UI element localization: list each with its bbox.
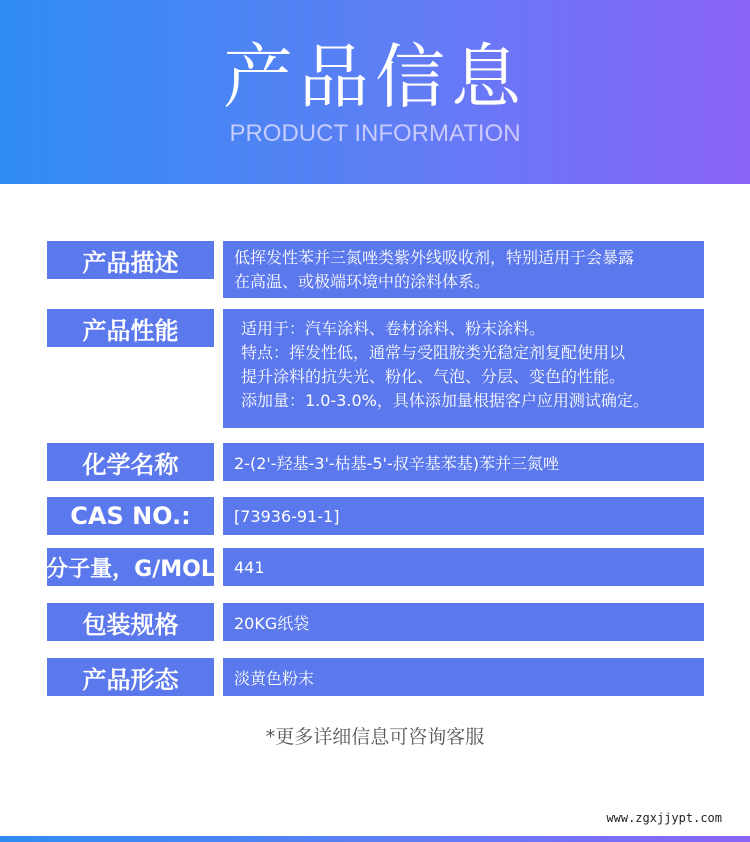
row-value: 20KG纸袋 (223, 603, 704, 641)
row-value (223, 241, 704, 298)
info-row-packaging (47, 603, 704, 641)
info-row-appearance (47, 658, 704, 696)
row-label: 产品描述 (47, 241, 214, 279)
page-title: 产品信息 (223, 36, 527, 118)
bottom-divider (0, 836, 750, 842)
info-row-chemical-name (47, 443, 704, 481)
page-subtitle: PRODUCT INFORMATION (229, 120, 521, 147)
info-row-molecular-weight (47, 548, 704, 586)
row-value: 441 (223, 548, 704, 586)
value-line: 特点：挥发性低，通常与受阻胺类光稳定剂复配使用以 (241, 343, 626, 362)
site-watermark: www.zgxjjypt.com (606, 811, 722, 825)
info-row-cas (47, 497, 704, 535)
row-value: 淡黄色粉末 (223, 658, 704, 696)
row-label: 包装规格 (47, 603, 214, 641)
value-line: 在高温、或极端环境中的涂料体系。 (234, 272, 491, 291)
row-label: 产品性能 (47, 309, 214, 347)
contact-note: *更多详细信息可咨询客服 (265, 726, 485, 748)
row-value (223, 309, 704, 428)
header-banner (0, 0, 750, 184)
row-label: 产品形态 (47, 658, 214, 696)
info-row-description (47, 241, 704, 298)
value-line: 低挥发性苯并三氮唑类紫外线吸收剂，特别适用于会暴露 (234, 248, 635, 267)
value-line: 添加量：1.0-3.0%，具体添加量根据客户应用测试确定。 (241, 391, 649, 410)
row-label: 分子量，G/MOL (47, 548, 214, 586)
row-label: 化学名称 (47, 443, 214, 481)
info-row-performance (47, 309, 704, 428)
value-line: 提升涂料的抗失光、粉化、气泡、分层、变色的性能。 (241, 367, 626, 386)
row-value: 2-(2'-羟基-3'-枯基-5'-叔辛基苯基)苯并三氮唑 (223, 443, 704, 481)
row-value: [73936-91-1] (223, 497, 704, 535)
value-line: 适用于：汽车涂料、卷材涂料、粉末涂料。 (241, 319, 546, 338)
row-label: CAS NO.: (47, 497, 214, 535)
